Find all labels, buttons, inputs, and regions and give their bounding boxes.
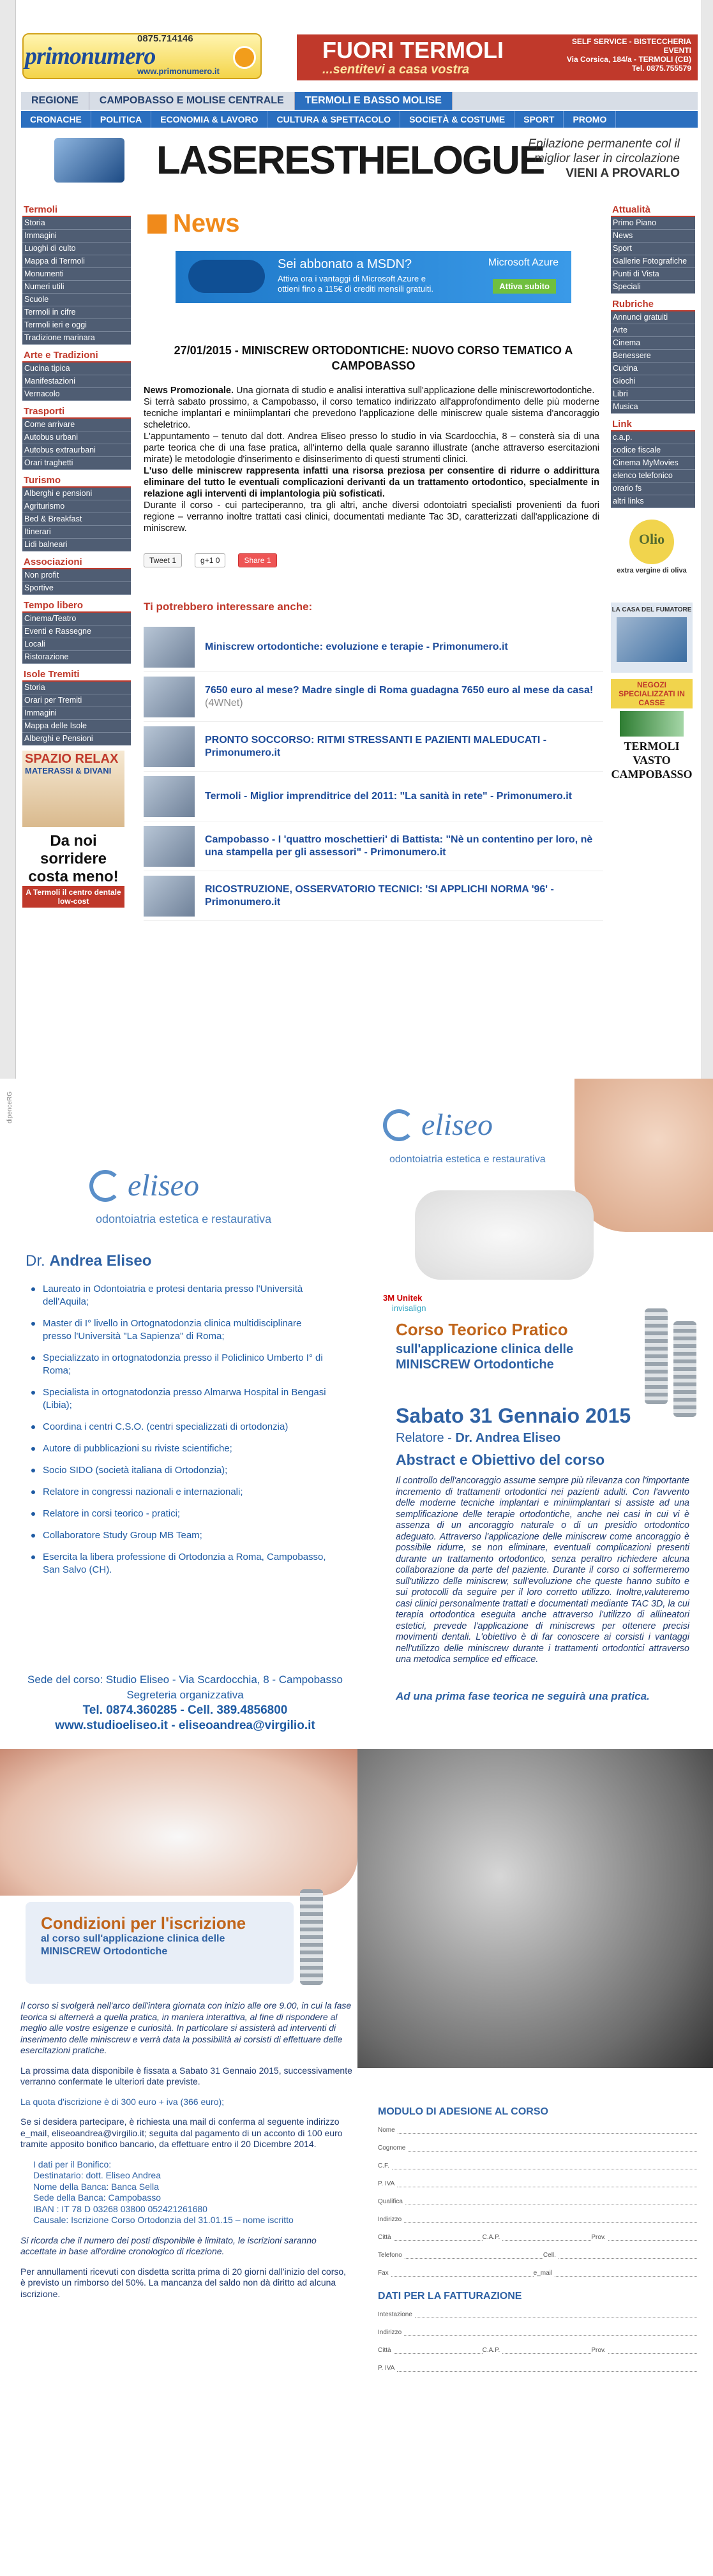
related-item[interactable]: [144, 772, 603, 821]
form-field-line[interactable]: [608, 2235, 697, 2241]
logo-url: www.primonumero.it: [137, 66, 220, 76]
form-field-line[interactable]: [398, 2127, 697, 2134]
credential-item: Specialista in ortognatodonzia presso Almarwa Hospital in Bengasi (Libia);: [29, 1386, 329, 1412]
casse-cities: TERMOLI VASTO CAMPOBASSO: [611, 740, 693, 781]
nav-item[interactable]: POLITICA: [91, 111, 151, 128]
site-header: [16, 0, 702, 89]
sidebar-link[interactable]: Termoli ieri e oggi: [22, 319, 131, 332]
brand-3m: 3M Unitek: [383, 1293, 423, 1303]
form-field-label: Cognome: [378, 2145, 406, 2152]
related-source: (4WNet): [205, 697, 243, 708]
form-field-line[interactable]: [405, 2199, 697, 2205]
eliseo-logo-left: eliseo: [89, 1168, 199, 1203]
form-field-line[interactable]: [408, 2145, 697, 2152]
course-location: Sede del corso: Studio Eliseo - Via Scardocchia, 8 - Campobasso Segreteria organizzativa Tel. 0874.360285 - Cell. 389.4856800 www.studioeliseo.it - eliseoandrea@virgilio.it: [27, 1674, 343, 1732]
form-field-line[interactable]: [405, 2252, 543, 2259]
form-field[interactable]: [378, 2234, 697, 2241]
sidebar-section: [22, 348, 131, 401]
sidebar-link[interactable]: Arte: [611, 324, 695, 337]
sidebar-link[interactable]: Termoli in cifre: [22, 306, 131, 319]
eliseo-swirl-icon: [383, 1109, 415, 1141]
form-field-line[interactable]: [502, 2235, 591, 2241]
doctor-name: Dr. Andrea Eliseo: [26, 1252, 152, 1269]
ad-right: SELF SERVICE - BISTECCHERIA EVENTI Via Corsica, 184/a - TERMOLI (CB) Tel. 0875.755579: [566, 37, 691, 73]
sidebar-heading: Trasporti: [22, 405, 131, 419]
related-heading: Ti potrebbero interessare anche:: [144, 601, 313, 613]
sidebar-link[interactable]: Autobus extraurbani: [22, 444, 131, 457]
sidebar-link[interactable]: Cinema MyMovies: [611, 457, 695, 470]
sidebar-section: [611, 417, 695, 508]
nav-item[interactable]: ECONOMIA & LAVORO: [151, 111, 267, 128]
article-title: 27/01/2015 - MINISCREW ORTODONTICHE: NUOVO CORSO TEMATICO A CAMPOBASSO: [174, 344, 573, 372]
form-field-label: Cell.: [543, 2252, 556, 2259]
left-sidebar: [22, 203, 131, 922]
form-field-line[interactable]: [608, 2348, 697, 2354]
credential-item: Socio SIDO (società italiana di Ortodonzia);: [29, 1464, 329, 1477]
olio-ad[interactable]: [611, 520, 693, 596]
sidebar-link[interactable]: orario fs: [611, 483, 695, 495]
sidebar-link[interactable]: Punti di Vista: [611, 268, 695, 281]
related-title[interactable]: Termoli - Miglior imprenditrice del 2011: "La sanità in rete" - Primonumero.it: [205, 790, 572, 802]
sidebar-link[interactable]: Mappa delle Isole: [22, 720, 131, 733]
form-field[interactable]: [378, 2270, 697, 2277]
ad-title: FUORI TERMOLI: [322, 37, 504, 63]
credential-item: Autore di pubblicazioni su riviste scientifiche;: [29, 1442, 329, 1455]
credential-item: Relatore in corsi teorico - pratici;: [29, 1508, 329, 1520]
sidebar-link[interactable]: Gallerie Fotografiche: [611, 255, 695, 268]
casse-ad-label: NEGOZI SPECIALIZZATI IN CASSE: [611, 679, 693, 708]
sidebar-link[interactable]: Cucina: [611, 363, 695, 375]
brand-invisalign: invisalign: [392, 1303, 426, 1313]
credential-item: Laureato in Odontoiatria e protesi dentaria presso l'Università dell'Aquila;: [29, 1283, 329, 1308]
sidebar-section: [611, 203, 695, 294]
abstract-pratica: Ad una prima fase teorica ne seguirà una pratica.: [396, 1690, 650, 1702]
smiling-woman-image: [574, 1079, 713, 1232]
form-field-label: Qualifica: [378, 2198, 403, 2205]
form-field-label: e_mail: [533, 2270, 553, 2277]
sidebar-link[interactable]: Storia: [22, 217, 131, 230]
sidebar-link[interactable]: Numeri utili: [22, 281, 131, 294]
sidebar-section: [22, 555, 131, 595]
sidebar-link[interactable]: Itinerari: [22, 526, 131, 539]
form-field[interactable]: [378, 2252, 697, 2259]
related-title[interactable]: RICOSTRUZIONE, OSSERVATORIO TECNICI: 'SI APPLICHI NORMA '96' - Primonumero.it: [205, 883, 554, 908]
azure-label: Microsoft Azure: [488, 257, 559, 268]
credential-item: Specializzato in ortognatodonzia presso il Policlinico Umberto I° di Roma;: [29, 1352, 329, 1377]
sidebar-link[interactable]: Agriturismo: [22, 500, 131, 513]
related-title[interactable]: Miniscrew ortodontiche: evoluzione e terapie - Primonumero.it: [205, 641, 508, 652]
miniscrew-image: [673, 1321, 696, 1417]
form-field-label: Città: [378, 2234, 391, 2241]
related-thumbnail: [144, 677, 195, 717]
nav-item[interactable]: SPORT: [514, 111, 564, 128]
sidebar-link[interactable]: Cinema: [611, 337, 695, 350]
conditions-subtitle: al corso sull'applicazione clinica delle MINISCREW Ortodontiche: [41, 1933, 225, 1957]
flyer-page-1: [0, 1079, 713, 1749]
form-field-line[interactable]: [502, 2348, 591, 2354]
related-thumbnail: [144, 627, 195, 668]
spazio-relax-sub: MATERASSI & DIVANI: [25, 766, 112, 775]
credential-item: Collaboratore Study Group MB Team;: [29, 1529, 329, 1542]
logo-text: primonumero: [25, 43, 156, 70]
sidebar-link[interactable]: Mappa di Termoli: [22, 255, 131, 268]
sidebar-heading: Arte e Tradizioni: [22, 348, 131, 363]
billing-heading: DATI PER LA FATTURAZIONE: [378, 2291, 522, 2302]
main-content: [144, 203, 603, 921]
ad-subtitle: ...sentitevi a casa vostra: [322, 63, 470, 77]
article-body: News Promozionale. Una giornata di studio e analisi interattiva sull'applicazione delle miniscrewortodontiche. Si terrà sabato prossimo, a Campobasso, il corso tematico indirizzato all'approfondimento delle più moderne tecniche implantari e miniimplantari che prevedono l'applicazione delle miniscrew quale sistema d'ancoraggio scheletrico. L'appuntamento – tenuto dal dott. Andrea Eliseo presso lo studio in via Scardocchia, 8 – consterà sia di una parte teorica che di una fase pratica, all'interno della quale saranno illustrate (anche attraverso esercitazioni mirate) le metodologie d'inserimento e disinserimento di questi strumenti clinici. L'uso delle miniscrew rappresenta infatti una risorsa preziosa per consentire di ridurre o addirittura eliminare del tutto le eventuali complicazioni derivanti da un trattamento ortodontico, specialmente in relazione agli interventi di implantologia più sofisticati. Durante il corso - cui parteciperanno, tra gli altri, anche diversi odontoiatri specialisti provenienti da fuori regione – verranno inoltre trattati casi clinici, documentati mediante Tac 3D, caratterizzati dall'applicazione di miniscrew.: [144, 386, 599, 534]
nav-region-item[interactable]: REGIONE: [21, 92, 89, 110]
sidebar-link[interactable]: Vernacolo: [22, 388, 131, 401]
eliseo-swirl-icon: [89, 1170, 121, 1202]
related-item[interactable]: [144, 672, 603, 722]
sidebar-section: [22, 203, 131, 345]
sidebar-link[interactable]: c.a.p.: [611, 431, 695, 444]
sidebar-link[interactable]: Come arrivare: [22, 419, 131, 431]
related-thumbnail: [144, 826, 195, 867]
nav-item[interactable]: CULTURA & SPETTACOLO: [267, 111, 400, 128]
sidebar-link[interactable]: Ristorazione: [22, 651, 131, 664]
sidebar-link[interactable]: Storia: [22, 682, 131, 694]
sidebar-link[interactable]: Sportive: [22, 582, 131, 595]
eliseo-subtitle-right: odontoiatria estetica e restaurativa: [389, 1154, 546, 1165]
sidebar-link[interactable]: Tradizione marinara: [22, 332, 131, 345]
dental-model-image: [415, 1190, 594, 1280]
sidebar-link[interactable]: Luoghi di culto: [22, 243, 131, 255]
form-field-line[interactable]: [559, 2252, 697, 2259]
azure-cta-button[interactable]: Attiva subito: [493, 279, 556, 294]
form-field[interactable]: [378, 2365, 697, 2372]
related-title[interactable]: 7650 euro al mese? Madre single di Roma guadagna 7650 euro al mese da casa! (4WNet): [205, 684, 594, 708]
form-field[interactable]: [378, 2216, 697, 2223]
form-field-line[interactable]: [392, 2163, 697, 2169]
sidebar-link[interactable]: Lidi balneari: [22, 539, 131, 551]
sidebar-heading: Associazioni: [22, 555, 131, 569]
casse-image: [620, 711, 684, 737]
form-field-line[interactable]: [391, 2270, 534, 2277]
sidebar-link[interactable]: Benessere: [611, 350, 695, 363]
sidebar-link[interactable]: elenco telefonico: [611, 470, 695, 483]
related-item[interactable]: [144, 871, 603, 921]
form-field[interactable]: [378, 2162, 697, 2169]
eliseo-logo-right: eliseo: [383, 1107, 493, 1142]
form-field-line[interactable]: [394, 2348, 483, 2354]
form-field[interactable]: [378, 2347, 697, 2354]
sidebar-link[interactable]: Alberghi e pensioni: [22, 488, 131, 500]
sidebar-link[interactable]: Cucina tipica: [22, 363, 131, 375]
related-thumbnail: [144, 726, 195, 767]
sidebar-link[interactable]: Orari traghetti: [22, 457, 131, 470]
form-field-line[interactable]: [404, 2217, 697, 2223]
olio-logo: Olio: [629, 520, 674, 564]
sidebar-link[interactable]: Scuole: [22, 294, 131, 306]
form-field-label: Prov.: [591, 2234, 606, 2241]
nav-item[interactable]: PROMO: [564, 111, 616, 128]
msdn-ad[interactable]: [176, 251, 571, 303]
sidebar-heading: Tempo libero: [22, 599, 131, 613]
share-bar: [144, 551, 603, 570]
gplus-button[interactable]: g+1 0: [195, 553, 225, 567]
form-field-label: Prov.: [591, 2347, 606, 2354]
sidebar-link[interactable]: Non profit: [22, 569, 131, 582]
bank-line: I dati per il Bonifico:: [33, 2159, 112, 2169]
form-field[interactable]: [378, 2127, 697, 2134]
course-speaker: Relatore - Dr. Andrea Eliseo: [396, 1431, 561, 1445]
laser-device-image: [54, 138, 124, 183]
sidebar-link[interactable]: Musica: [611, 401, 695, 414]
sidebar-link[interactable]: Bed & Breakfast: [22, 513, 131, 526]
form-field-label: C.F.: [378, 2162, 389, 2169]
bank-details: [33, 2159, 352, 2226]
form-field[interactable]: [378, 2329, 697, 2336]
sidebar-heading: Attualità: [611, 203, 695, 217]
sidebar-heading: Isole Tremiti: [22, 668, 131, 682]
sidebar-section: [22, 668, 131, 745]
sidebar-link[interactable]: Locali: [22, 638, 131, 651]
form-field-label: P. IVA: [378, 2180, 395, 2187]
related-thumbnail: [144, 776, 195, 817]
course-title: Corso Teorico Pratico: [396, 1320, 568, 1339]
form-field[interactable]: [378, 2311, 697, 2318]
form-field-label: P. IVA: [378, 2365, 395, 2372]
sidebar-link[interactable]: Annunci gratuiti: [611, 311, 695, 324]
sidebar-link[interactable]: Sport: [611, 243, 695, 255]
dental-lowcost-ad[interactable]: [22, 832, 124, 922]
smile-closeup-image: [0, 1749, 357, 1896]
form-field[interactable]: [378, 2180, 697, 2187]
related-item[interactable]: [144, 622, 603, 672]
logo-phone: 0875.714146: [137, 33, 193, 44]
related-thumbnail: [144, 876, 195, 917]
sidebar-link[interactable]: News: [611, 230, 695, 243]
sidebar-link[interactable]: Libri: [611, 388, 695, 401]
spazio-relax-title: SPAZIO RELAX: [25, 752, 119, 766]
form-field-label: C.A.P.: [482, 2347, 500, 2354]
laser-banner[interactable]: [54, 131, 693, 189]
msdn-logo-icon: [188, 260, 265, 293]
sidebar-link[interactable]: codice fiscale: [611, 444, 695, 457]
share-button[interactable]: Share 1: [238, 553, 276, 567]
sidebar-section: [611, 297, 695, 414]
related-title[interactable]: PRONTO SOCCORSO: RITMI STRESSANTI E PAZIENTI MALEDUCATI - Primonumero.it: [205, 734, 547, 758]
bank-line: Destinatario: dott. Eliseo Andrea: [33, 2170, 161, 2180]
nav-item[interactable]: SOCIETÀ & COSTUME: [400, 111, 514, 128]
tac-xray-image: [357, 1749, 713, 2068]
form-field-line[interactable]: [415, 2312, 697, 2318]
form-field[interactable]: [378, 2198, 697, 2205]
laser-tagline: Epilazione permanente col il miglior laser in circolazione VIENI A PROVARLO: [528, 137, 680, 180]
bank-line: IBAN : IT 78 D 03268 03800 052421261680: [33, 2203, 207, 2214]
related-item[interactable]: [144, 821, 603, 871]
form-field-label: Telefono: [378, 2252, 402, 2259]
form-field[interactable]: [378, 2145, 697, 2152]
form-field-label: Intestazione: [378, 2311, 412, 2318]
sidebar-link[interactable]: Immagini: [22, 707, 131, 720]
sidebar-link[interactable]: Eventi e Rassegne: [22, 625, 131, 638]
abstract-heading: Abstract e Obiettivo del corso: [396, 1451, 605, 1468]
form-field-label: Indirizzo: [378, 2329, 402, 2336]
related-title[interactable]: Campobasso - I 'quattro moschettieri' di Battista: "Nè un contentino per loro, nè una stampella per gli assessori" - Primonumero.it: [205, 834, 593, 858]
form-field-line[interactable]: [397, 2181, 697, 2187]
sidebar-section: [22, 474, 131, 551]
logo-seven-icon: [233, 46, 256, 69]
form-field-line[interactable]: [397, 2365, 697, 2372]
nav-item[interactable]: CRONACHE: [21, 111, 91, 128]
sidebar-link[interactable]: Alberghi e Pensioni: [22, 733, 131, 745]
course-date: Sabato 31 Gennaio 2015: [396, 1404, 631, 1427]
sidebar-link[interactable]: Speciali: [611, 281, 695, 294]
form-field-label: Città: [378, 2347, 391, 2354]
course-subtitle: sull'applicazione clinica delle MINISCREW Ortodontiche: [396, 1342, 574, 1372]
msdn-ad-text: Attiva ora i vantaggi di Microsoft Azure e ottieni fino a 115€ di crediti mensili gratuiti.: [278, 274, 433, 294]
conditions-text: Il corso si svolgerà nell'arco dell'intera giornata con inizio alle ore 9.00, in cui la fase teorica si alternerà a quella pratica, in maniera interattiva, al fine di rispondere al meglio alle vostre esigenze e curiosità. In particolare si assisterà ad interventi di inserimento delle miniscrew e verrà data la possibilità ai corsisti di effettuare delle esercitazioni pratiche. La prossima data disponibile è fissata a Sabato 31 Gennaio 2015, successivamente verranno confermate le ulteriori date previste. La quota d'iscrizione è di 300 euro + iva (366 euro); Se si desidera partecipare, è richiesta una mail di conferma al seguente indirizzo e_mail, eliseoandrea@virgilio.it; seguita dal pagamento di un acconto di 100 euro tramite apposito bonifico bancario, da effettuare entro il 20 Dicembre 2014. I dati per il Bonifico: Destinatario: dott. Eliseo Andrea Nome della Banca: Banca Sella Sede della Banca: Campobasso IBAN : IT 78 D 03268 03800 052421261680 Causale: Iscrizione Corso Ortodonzia del 31.01.15 – nome iscritto Si ricorda che il numero dei posti disponibile è limitato, le iscrizioni saranno accettate in base all'ordine cronologico di ricezione. Per annullamenti ricevuti con disdetta scritta prima di 20 giorni dall'inizio del corso, è previsto un rimborso del 50%. La mancanza del saldo non dà diritto ad alcuna iscrizione.: [20, 2000, 352, 2299]
msdn-ad-title: Sei abbonato a MSDN?: [278, 257, 412, 271]
form-field-label: C.A.P.: [482, 2234, 500, 2241]
bank-line: Sede della Banca: Campobasso: [33, 2192, 161, 2203]
bank-line: Nome della Banca: Banca Sella: [33, 2181, 159, 2192]
right-sidebar: [611, 203, 695, 781]
fumatore-ad[interactable]: LA CASA DEL FUMATORE: [611, 603, 693, 673]
sidebar-heading: Link: [611, 417, 695, 431]
registration-form: [378, 2106, 697, 2383]
nav-sections: [21, 111, 698, 128]
related-item[interactable]: [144, 722, 603, 772]
ad-fuori-termoli[interactable]: [297, 34, 698, 80]
casse-ad[interactable]: [611, 679, 693, 781]
conditions-title: Condizioni per l'iscrizione: [41, 1913, 246, 1933]
olio-text: extra vergine di oliva: [617, 567, 687, 574]
sidebar-link[interactable]: Giochi: [611, 375, 695, 388]
dental-ad-title: Da noi sorridere costa meno!: [28, 832, 119, 885]
sidebar-link[interactable]: Immagini: [22, 230, 131, 243]
sidebar-heading: Turismo: [22, 474, 131, 488]
spazio-relax-ad[interactable]: [22, 751, 124, 827]
sidebar-link[interactable]: Monumenti: [22, 268, 131, 281]
dental-ad-sub: A Termoli il centro dentale low-cost: [22, 886, 124, 908]
credential-item: Master di I° livello in Ortognatodonzia clinica multidisciplinare presso l'Università "La Sapienza" di Roma;: [29, 1317, 329, 1343]
square-icon: [147, 214, 167, 234]
bank-line: Causale: Iscrizione Corso Ortodonzia del 31.01.15 – nome iscritto: [33, 2215, 294, 2225]
nav-region: [21, 92, 698, 110]
sidebar-link[interactable]: Cinema/Teatro: [22, 613, 131, 625]
form-field-label: Fax: [378, 2270, 389, 2277]
eliseo-subtitle-left: odontoiatria estetica e restaurativa: [96, 1213, 272, 1225]
nav-region-item[interactable]: CAMPOBASSO E MOLISE CENTRALE: [89, 92, 295, 110]
nav-region-item-active[interactable]: TERMOLI E BASSO MOLISE: [295, 92, 453, 110]
credential-item: Coordina i centri C.S.O. (centri specializzati di ortodonzia): [29, 1421, 329, 1434]
doctor-credentials: [29, 1283, 329, 1585]
form-field-line[interactable]: [404, 2330, 697, 2336]
laser-brand: LASERESTHELOGUE: [156, 139, 544, 183]
sidebar-link[interactable]: Manifestazioni: [22, 375, 131, 388]
form-field-line[interactable]: [394, 2235, 483, 2241]
credential-item: Relatore in congressi nazionali e internazionali;: [29, 1486, 329, 1499]
tweet-button[interactable]: Tweet 1: [144, 553, 182, 567]
related-list: [144, 622, 603, 921]
sidebar-link[interactable]: Autobus urbani: [22, 431, 131, 444]
sidebar-section: [22, 599, 131, 664]
form-field-label: Indirizzo: [378, 2216, 402, 2223]
sidebar-link[interactable]: altri links: [611, 495, 695, 508]
credential-item: Esercita la libera professione di Ortodonzia a Roma, Campobasso, San Salvo (CH).: [29, 1551, 329, 1576]
sidebar-link[interactable]: Orari per Tremiti: [22, 694, 131, 707]
sidebar-section: [22, 405, 131, 470]
flyer-page-2: [0, 1749, 713, 2576]
miniscrew-image: [300, 1889, 323, 1985]
form-heading: MODULO DI ADESIONE AL CORSO: [378, 2106, 548, 2117]
form-field-label: Nome: [378, 2127, 395, 2134]
miniscrew-image: [645, 1308, 668, 1404]
sidebar-heading: Termoli: [22, 203, 131, 217]
site-page: [15, 0, 702, 1079]
form-field-line[interactable]: [555, 2270, 697, 2277]
fumatore-image: [617, 617, 687, 662]
sidebar-link[interactable]: Primo Piano: [611, 217, 695, 230]
flyer-side-text: dipenceRG: [6, 1091, 13, 1124]
abstract-text: Il controllo dell'ancoraggio assume sempre più rilevanza con l'importante incremento di trattamenti ortodontici nei pazienti adulti. Con l'avvento delle moderne tecniche implantari e miniimplantari si assiste ad una semplificazione delle terapie ortodontiche, anche nei casi in cui vi è assenza di un ancoraggio naturale o di un presidio ortodontico adeguato. Attraverso l'applicazione delle miniscrew come ancoraggio è possibile ridurre, se non eliminare, eventuali complicazioni presenti durante un trattamento ortodontico, senza peraltro richiedere alcuna collaborazione da parte del paziente. Durante il corso ci soffermeremo sull'utilizzo delle miniscrew, sull'evoluzione che queste hanno subito e sui protocolli da seguire per il loro corretto utilizzo. Inoltre,valuteremo casi clinici personalmente trattati e documentati mediante TAC 3D, la cui terapia ortodontica eseguita anche attraverso l'utilizzo di allineatori estetici, prevede l'applicazione di miniscrews per ottenere precisi movimenti dentali. L'obiettivo è di far conoscere ai corsisti i vantaggi nell'utilizzo delle miniscrew durante i trattamenti ortodontici attraverso una metodica semplice ed efficace.: [396, 1476, 689, 1665]
sidebar-heading: Rubriche: [611, 297, 695, 311]
conditions-card: [26, 1902, 294, 1984]
news-heading: News: [144, 203, 603, 238]
